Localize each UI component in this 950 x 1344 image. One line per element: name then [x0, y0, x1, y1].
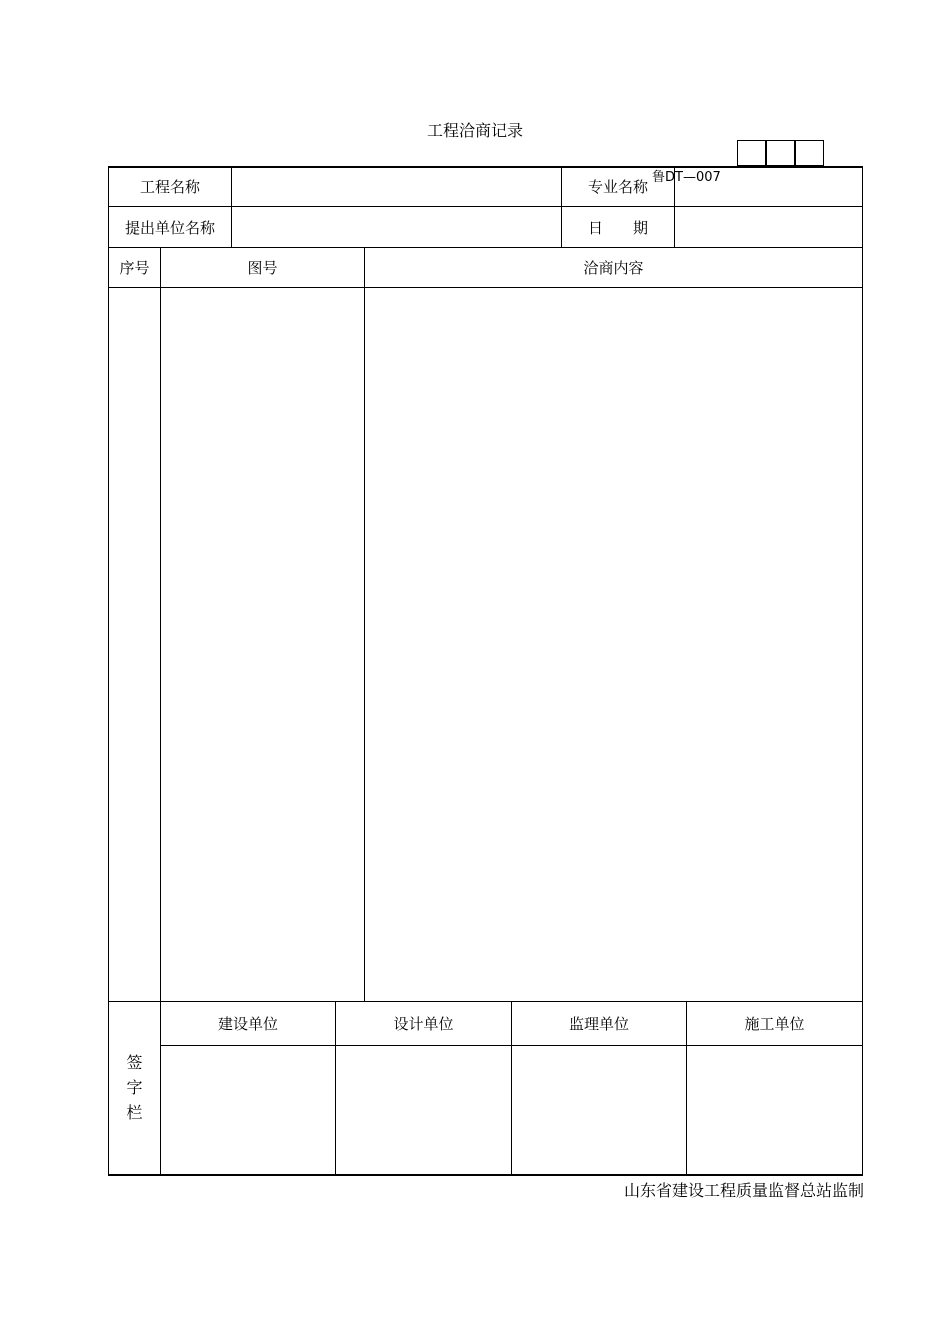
form-code: 鲁DT—007	[652, 170, 721, 185]
table-border-bottom	[108, 1174, 863, 1176]
supervision-unit-header: 监理单位	[568, 1015, 629, 1033]
date-label: 日 期	[587, 218, 648, 237]
submitting-unit-label: 提出单位名称	[124, 218, 215, 237]
owner-unit-header: 建设单位	[217, 1015, 278, 1033]
document-title: 工程洽商记录	[426, 121, 523, 140]
table-border-right	[862, 166, 863, 1176]
issuer-footer: 山东省建设工程质量监督总站监制	[623, 1181, 864, 1200]
code-box-2[interactable]	[766, 140, 795, 166]
content-column-area[interactable]	[365, 288, 862, 1001]
owner-signature-field[interactable]	[161, 1046, 335, 1174]
serial-column-area[interactable]	[109, 288, 160, 1001]
code-box-3[interactable]	[795, 140, 824, 166]
signature-label-char-2: 字	[126, 1078, 143, 1097]
serial-header: 序号	[119, 259, 150, 277]
design-unit-header: 设计单位	[393, 1015, 454, 1033]
submitting-unit-field[interactable]	[232, 207, 561, 247]
project-name-label: 工程名称	[139, 178, 200, 196]
drawing-no-header: 图号	[247, 259, 278, 277]
supervision-signature-field[interactable]	[512, 1046, 686, 1174]
design-signature-field[interactable]	[336, 1046, 511, 1174]
specialty-label: 专业名称	[587, 178, 648, 196]
signature-label-char-3: 栏	[126, 1103, 143, 1122]
content-header: 洽商内容	[583, 259, 644, 277]
code-box-1[interactable]	[737, 140, 766, 166]
signature-label-char-1: 签	[126, 1053, 143, 1072]
date-field[interactable]	[675, 207, 862, 247]
construction-unit-header: 施工单位	[744, 1015, 805, 1033]
construction-signature-field[interactable]	[687, 1046, 862, 1174]
project-name-field[interactable]	[232, 167, 561, 206]
drawing-no-column-area[interactable]	[161, 288, 364, 1001]
signature-section-label	[109, 1050, 160, 1125]
